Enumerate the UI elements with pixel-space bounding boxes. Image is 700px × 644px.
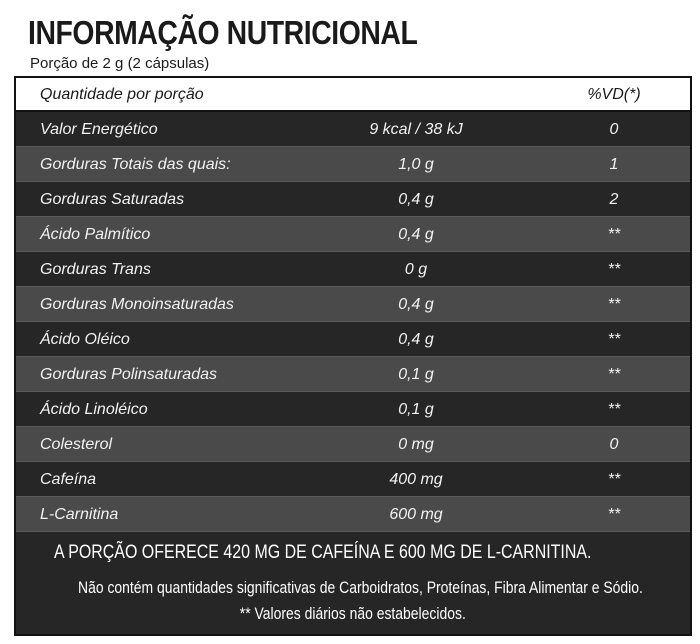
- table-row: [16, 217, 690, 252]
- nutrition-table: [14, 76, 692, 636]
- nutrient-amount: 0,4 g: [398, 296, 434, 313]
- nutrient-amount: 0,1 g: [398, 366, 434, 383]
- table-row: [16, 112, 690, 147]
- table-row: [16, 322, 690, 357]
- nutrient-vd: 2: [609, 191, 619, 208]
- nutrient-amount: 9 kcal / 38 kJ: [369, 121, 463, 138]
- nutrient-name: Ácido Palmítico: [40, 226, 151, 243]
- nutrient-name: Gorduras Polinsaturadas: [40, 366, 217, 383]
- nutrient-name: Valor Energético: [40, 121, 158, 138]
- label-title: INFORMAÇÃO NUTRICIONAL: [28, 14, 418, 51]
- table-row: [16, 497, 690, 532]
- footer-note-daily-values-text: ** Valores diários não estabelecidos.: [239, 604, 467, 623]
- nutrient-vd: **: [607, 261, 621, 278]
- nutrient-amount: 400 mg: [389, 471, 443, 488]
- nutrient-amount: 1,0 g: [398, 156, 434, 173]
- table-row: [16, 462, 690, 497]
- nutrient-vd: **: [607, 366, 621, 383]
- footer-note-insignificant-text: Não contém quantidades significativas de Carboidratos, Proteínas, Fibra Alimentar e Sódio.: [77, 578, 643, 597]
- table-row: [16, 287, 690, 322]
- nutrient-amount: 600 mg: [389, 506, 443, 523]
- nutrient-name: Gorduras Saturadas: [40, 191, 185, 208]
- header-vd: %VD(*): [587, 86, 641, 103]
- nutrient-amount: 0 g: [404, 261, 428, 278]
- nutrient-amount: 0,4 g: [398, 226, 434, 243]
- footer-note-insignificant: [16, 578, 690, 598]
- nutrient-amount: 0,4 g: [398, 331, 434, 348]
- nutrient-name: Gorduras Totais das quais:: [40, 156, 231, 173]
- table-row: [16, 147, 690, 182]
- nutrient-amount: 0 mg: [398, 436, 434, 453]
- nutrient-name: Gorduras Trans: [40, 261, 151, 278]
- nutrient-vd: **: [607, 296, 621, 313]
- nutrient-vd: 1: [609, 156, 619, 173]
- nutrient-amount: 0,1 g: [398, 401, 434, 418]
- nutrient-name: Ácido Linoléico: [40, 401, 148, 418]
- serving-size: Porção de 2 g (2 cápsulas): [30, 55, 210, 72]
- table-row: [16, 182, 690, 217]
- footer-note-daily-values: [16, 604, 690, 624]
- nutrient-name: Colesterol: [40, 436, 113, 453]
- table-row: [16, 357, 690, 392]
- nutrient-vd: **: [607, 471, 621, 488]
- nutrient-name: L-Carnitina: [40, 506, 119, 523]
- header-quantity: Quantidade por porção: [40, 86, 204, 103]
- nutrient-amount: 0,4 g: [398, 191, 434, 208]
- nutrient-name: Gorduras Monoinsaturadas: [40, 296, 234, 313]
- table-body: [16, 112, 690, 532]
- nutrient-vd: 0: [609, 436, 619, 453]
- nutrient-vd: 0: [609, 121, 619, 138]
- footer-summary: A PORÇÃO OFERECE 420 MG DE CAFEÍNA E 600 MG DE L-CARNITINA.: [54, 542, 592, 563]
- table-row: [16, 427, 690, 462]
- nutrient-vd: **: [607, 226, 621, 243]
- table-row: [16, 252, 690, 287]
- nutrient-vd: **: [607, 331, 621, 348]
- nutrient-vd: **: [607, 401, 621, 418]
- nutrient-name: Ácido Oléico: [40, 331, 130, 348]
- table-row: [16, 392, 690, 427]
- table-header: [16, 78, 690, 112]
- nutrient-name: Cafeína: [40, 471, 97, 488]
- nutrient-vd: **: [607, 506, 621, 523]
